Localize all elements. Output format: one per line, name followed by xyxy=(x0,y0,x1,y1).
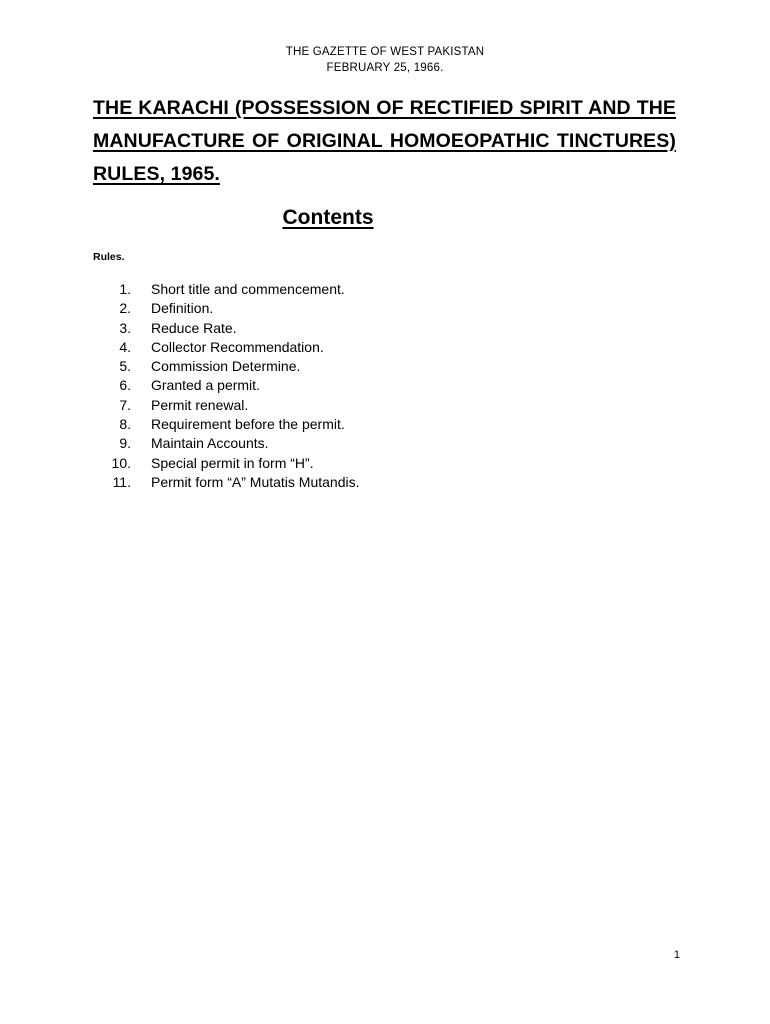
document-title: THE KARACHI (POSSESSION OF RECTIFIED SPIRIT AND THE MANUFACTURE OF ORIGINAL HOMOEOPATHIC TINCTURES) RULES, 1965. xyxy=(93,97,676,185)
gazette-date: FEBRUARY 25, 1966. xyxy=(326,62,444,74)
toc-item xyxy=(96,319,360,338)
gazette-name: THE GAZETTE OF WEST PAKISTAN xyxy=(285,46,485,58)
toc-item xyxy=(96,357,360,376)
toc-item-number: 7. xyxy=(119,396,131,413)
table-of-contents xyxy=(96,280,360,492)
toc-item-text: Reduce Rate. xyxy=(151,319,237,336)
toc-item-number: 6. xyxy=(119,377,131,394)
toc-item xyxy=(96,376,360,395)
toc-item-text: Special permit in form “H”. xyxy=(151,454,314,471)
toc-item-text: Permit form “A” Mutatis Mutandis. xyxy=(151,473,360,490)
toc-item-text: Definition. xyxy=(151,300,214,317)
toc-item xyxy=(96,338,360,357)
rules-label: Rules. xyxy=(93,251,125,263)
toc-item-text: Permit renewal. xyxy=(151,396,249,413)
toc-item-text: Short title and commencement. xyxy=(151,281,345,297)
toc-item-text: Collector Recommendation. xyxy=(151,338,324,355)
toc-item-number: 4. xyxy=(119,338,131,355)
toc-item xyxy=(96,299,360,318)
toc-item-number: 2. xyxy=(119,300,131,317)
toc-item-text: Granted a permit. xyxy=(151,377,260,394)
toc-item-number: 9. xyxy=(119,435,131,452)
page-number: 1 xyxy=(673,949,680,961)
contents-heading: Contents xyxy=(282,206,374,229)
toc-item-text: Maintain Accounts. xyxy=(151,435,269,452)
toc-item-text: Commission Determine. xyxy=(151,358,301,375)
toc-item xyxy=(96,280,360,299)
toc-item-number: 8. xyxy=(119,416,131,433)
toc-item-text: Requirement before the permit. xyxy=(151,416,345,433)
toc-item-number: 5. xyxy=(119,358,131,375)
toc-item-number: 1. xyxy=(119,281,131,297)
gazette-header xyxy=(0,44,770,76)
toc-item xyxy=(96,415,360,434)
toc-item xyxy=(96,434,360,453)
toc-item-number: 10. xyxy=(111,454,131,471)
toc-item-number: 3. xyxy=(119,319,131,336)
toc-item xyxy=(96,396,360,415)
toc-item xyxy=(96,473,360,492)
toc-item-number: 11. xyxy=(112,473,131,490)
toc-item xyxy=(96,454,360,473)
